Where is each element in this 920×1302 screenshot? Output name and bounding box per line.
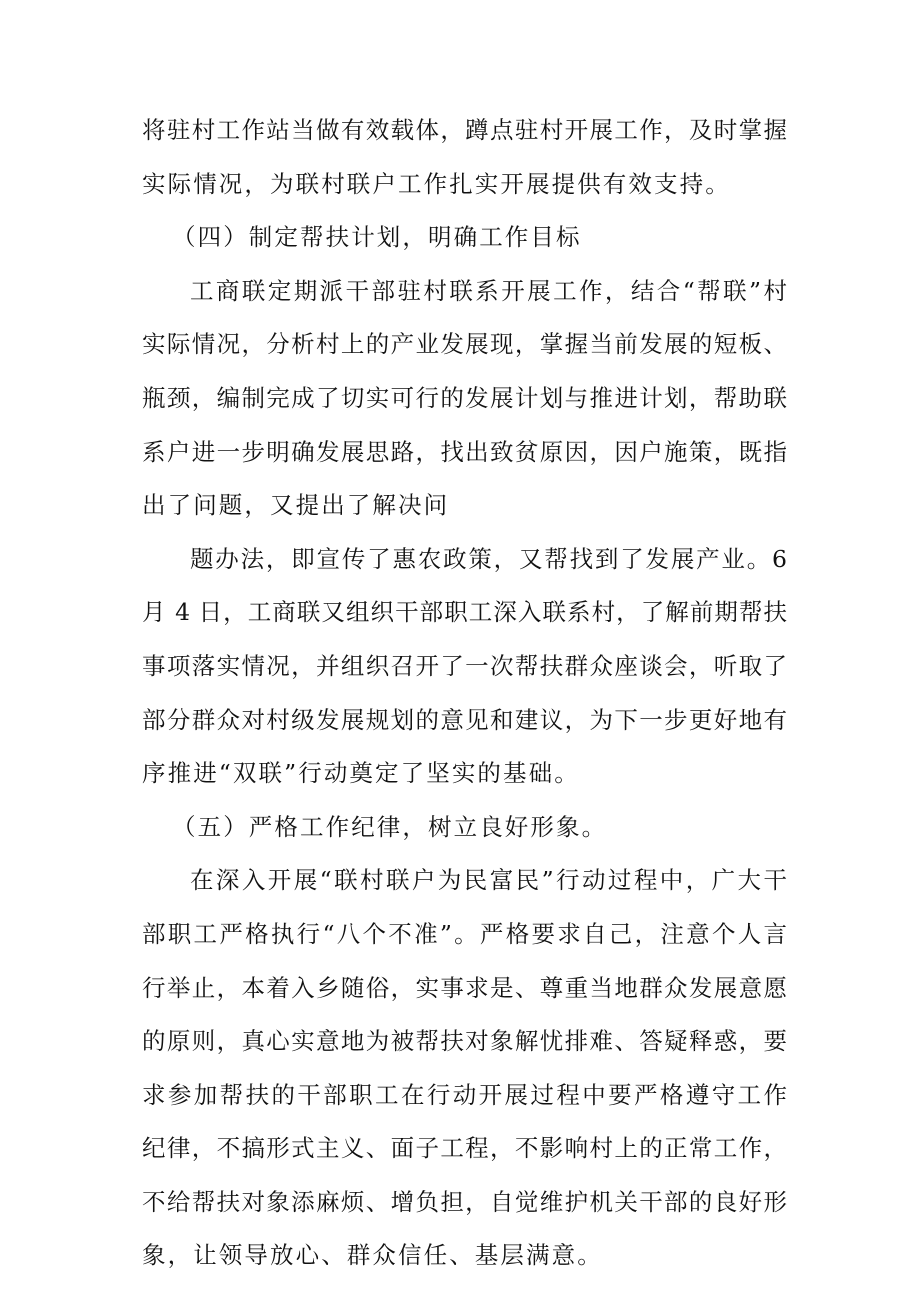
paragraph-line: 瓶颈，编制完成了切实可行的发展计划与推进计划，帮助联	[142, 383, 787, 412]
paragraph-line: 工商联定期派干部驻村联系开展工作，结合“帮联”村	[190, 276, 787, 305]
section-heading: （四）制定帮扶计划，明确工作目标	[172, 223, 582, 252]
paragraph-line: 题办法，即宣传了惠农政策，又帮找到了发展产业。6	[190, 544, 787, 573]
paragraph-line: 实际情况，为联村联户工作扎实开展提供有效支持。	[142, 169, 731, 198]
paragraph-line: 事项落实情况，并组织召开了一次帮扶群众座谈会，听取了	[142, 651, 787, 680]
paragraph-line: 出了问题，又提出了解决问	[142, 491, 450, 520]
paragraph-line: 部分群众对村级发展规划的意见和建议，为下一步更好地有	[142, 705, 787, 734]
paragraph-line: 月 4 日，工商联又组织干部职工深入联系村，了解前期帮扶	[142, 598, 787, 627]
paragraph-line: 的原则，真心实意地为被帮扶对象解忧排难、答疑释惑，要	[142, 1027, 787, 1056]
paragraph-line: 将驻村工作站当做有效载体，蹲点驻村开展工作，及时掌握	[142, 116, 787, 144]
paragraph-line: 不给帮扶对象添麻烦、增负担，自觉维护机关干部的良好形	[142, 1187, 787, 1216]
paragraph-line: 实际情况，分析村上的产业发展现，掌握当前发展的短板、	[142, 330, 787, 359]
body-text	[142, 104, 787, 1283]
paragraph-line: 象，让领导放心、群众信任、基层满意。	[142, 1241, 603, 1270]
paragraph-line: 部职工严格执行“八个不准”。严格要求自己，注意个人言	[142, 919, 787, 948]
paragraph-line: 序推进“双联”行动奠定了坚实的基础。	[142, 759, 580, 788]
paragraph-line: 行举止，本着入乡随俗，实事求是、尊重当地群众发展意愿	[142, 973, 787, 1002]
paragraph-line: 纪律，不搞形式主义、面子工程，不影响村上的正常工作，	[142, 1134, 787, 1163]
paragraph-line: 系户进一步明确发展思路，找出致贫原因，因户施策，既指	[142, 437, 787, 466]
paragraph-line: 求参加帮扶的干部职工在行动开展过程中要严格遵守工作	[142, 1080, 787, 1109]
paragraph-line: 在深入开展“联村联户为民富民”行动过程中，广大干	[190, 866, 787, 895]
section-heading: （五）严格工作纪律，树立良好形象。	[172, 812, 608, 841]
